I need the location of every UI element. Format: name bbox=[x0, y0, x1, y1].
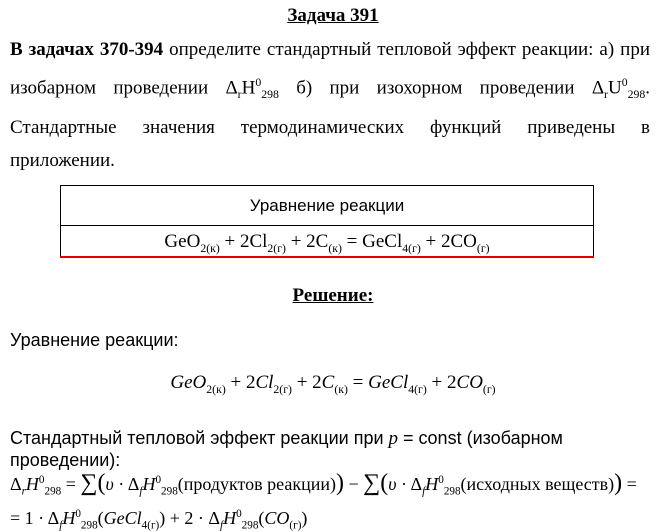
sum-symbol: ∑ bbox=[80, 470, 98, 496]
f3-part: H bbox=[62, 508, 76, 528]
f2-part: · Δ bbox=[396, 474, 423, 494]
problem-title: Задача 391 bbox=[287, 5, 379, 26]
eq-term: = GeCl bbox=[341, 231, 403, 252]
formula-term: + 2 bbox=[291, 372, 322, 393]
f2-part: 298 bbox=[443, 485, 461, 498]
f2-part: υ bbox=[105, 474, 114, 494]
statement-text-3: . Стандартные значения термодинамических функций приведены в приложении. bbox=[10, 77, 650, 172]
heat-effect-description bbox=[10, 428, 666, 471]
eq-term: + 2CO bbox=[420, 231, 477, 252]
formula-term: + 2 bbox=[426, 372, 457, 393]
problem-range: В задачах 370-394 bbox=[10, 39, 164, 60]
formula-term: Cl bbox=[255, 372, 274, 393]
eq-term: + 2Cl bbox=[219, 231, 268, 252]
description-text-1: Стандартный тепловой эффект реакции при bbox=[10, 428, 389, 448]
hess-law-formula bbox=[10, 470, 637, 498]
formula-term: C bbox=[321, 372, 335, 393]
f2-part: H bbox=[425, 474, 439, 494]
f3-part: GeCl bbox=[103, 508, 142, 528]
f2-part: 298 bbox=[161, 485, 178, 498]
f3-part: CO bbox=[264, 508, 290, 528]
formula-term: = bbox=[347, 372, 369, 393]
f2-part: ( bbox=[97, 470, 106, 496]
formula-sub: 2(к) bbox=[206, 382, 226, 396]
sub-298: 298 bbox=[627, 88, 646, 102]
f2-part: H bbox=[142, 474, 156, 494]
f3-part: ( bbox=[258, 508, 265, 528]
reaction-table-header: Уравнение реакции bbox=[61, 186, 593, 226]
red-underline bbox=[60, 256, 594, 258]
f2-part: = bbox=[622, 474, 637, 494]
reaction-formula bbox=[0, 372, 666, 397]
f3-part: ( bbox=[97, 508, 104, 528]
f3-part: = 1 · Δ bbox=[10, 508, 60, 528]
f2-part: r bbox=[21, 485, 26, 498]
sub-r: r bbox=[604, 88, 608, 102]
f2-part: − bbox=[344, 474, 364, 494]
sub-r: r bbox=[237, 88, 242, 102]
formula-term: GeO bbox=[170, 372, 207, 393]
reaction-table-equation bbox=[61, 226, 593, 257]
problem-statement bbox=[10, 33, 650, 177]
sup-zero: 0 bbox=[255, 76, 262, 89]
pressure-symbol: p bbox=[388, 428, 399, 449]
f2-part: 298 bbox=[44, 485, 62, 498]
f3-part: 298 bbox=[80, 519, 98, 532]
f3-part: f bbox=[219, 519, 224, 532]
f3-part: f bbox=[59, 519, 63, 532]
f2-part: (исходных веществ) bbox=[460, 474, 615, 494]
solution-title: Решение: bbox=[292, 285, 374, 306]
f2-part: 0 bbox=[155, 474, 162, 486]
f2-part: (продуктов реакции) bbox=[177, 474, 337, 494]
sum-symbol: ∑ bbox=[363, 470, 381, 496]
formula-sub: (г) bbox=[482, 382, 496, 396]
f3-part: ) + 2 · Δ bbox=[159, 508, 220, 528]
eq-sub: 4(г) bbox=[402, 241, 421, 255]
f2-part: H bbox=[25, 474, 39, 494]
internal-energy-symbol: U bbox=[607, 77, 622, 99]
eq-sub: 2(г) bbox=[267, 241, 286, 255]
reaction-table bbox=[60, 185, 594, 257]
description-text-2: = const (изобарном проведении): bbox=[10, 428, 563, 470]
f2-part: f bbox=[422, 485, 426, 498]
formula-term: CO bbox=[456, 372, 483, 393]
f3-part: H bbox=[223, 508, 237, 528]
f2-part: 0 bbox=[438, 474, 444, 486]
f3-part: 4(г) bbox=[141, 519, 160, 532]
equation-label: Уравнение реакции: bbox=[10, 330, 179, 350]
eq-sub: (к) bbox=[328, 241, 342, 255]
formula-sub: 4(г) bbox=[408, 382, 427, 396]
enthalpy-symbol: H bbox=[241, 77, 256, 99]
f2-part: ( bbox=[380, 470, 389, 496]
sub-298: 298 bbox=[261, 88, 279, 102]
eq-sub: (г) bbox=[476, 241, 490, 255]
f3-part: (г) bbox=[289, 519, 302, 532]
f3-part: 0 bbox=[75, 508, 81, 520]
statement-text-2: б) при изохорном проведении Δ bbox=[278, 77, 605, 99]
f2-part: ) bbox=[336, 470, 345, 496]
statement-text-1: определите стандартный тепловой эффект реакции: а) при изобарном проведении Δ bbox=[10, 39, 650, 99]
formula-term: + 2 bbox=[225, 372, 256, 393]
eq-term: + 2C bbox=[285, 231, 329, 252]
f2-part: = bbox=[61, 474, 81, 494]
f2-part: ) bbox=[614, 470, 623, 496]
sup-zero: 0 bbox=[621, 76, 628, 89]
eq-term: GeO bbox=[164, 231, 201, 252]
f2-part: f bbox=[139, 485, 143, 498]
f2-part: · Δ bbox=[113, 474, 140, 494]
formula-sub: 2(г) bbox=[273, 382, 292, 396]
formula-sub: (к) bbox=[334, 382, 348, 396]
formula-term: GeCl bbox=[368, 372, 409, 393]
f2-part: υ bbox=[388, 474, 397, 494]
eq-sub: 2(к) bbox=[200, 241, 220, 255]
f3-part: ) bbox=[301, 508, 308, 528]
f3-part: 0 bbox=[236, 508, 242, 520]
f2-part: Δ bbox=[10, 474, 22, 494]
f2-part: 0 bbox=[38, 474, 45, 486]
f3-part: 298 bbox=[241, 519, 259, 532]
